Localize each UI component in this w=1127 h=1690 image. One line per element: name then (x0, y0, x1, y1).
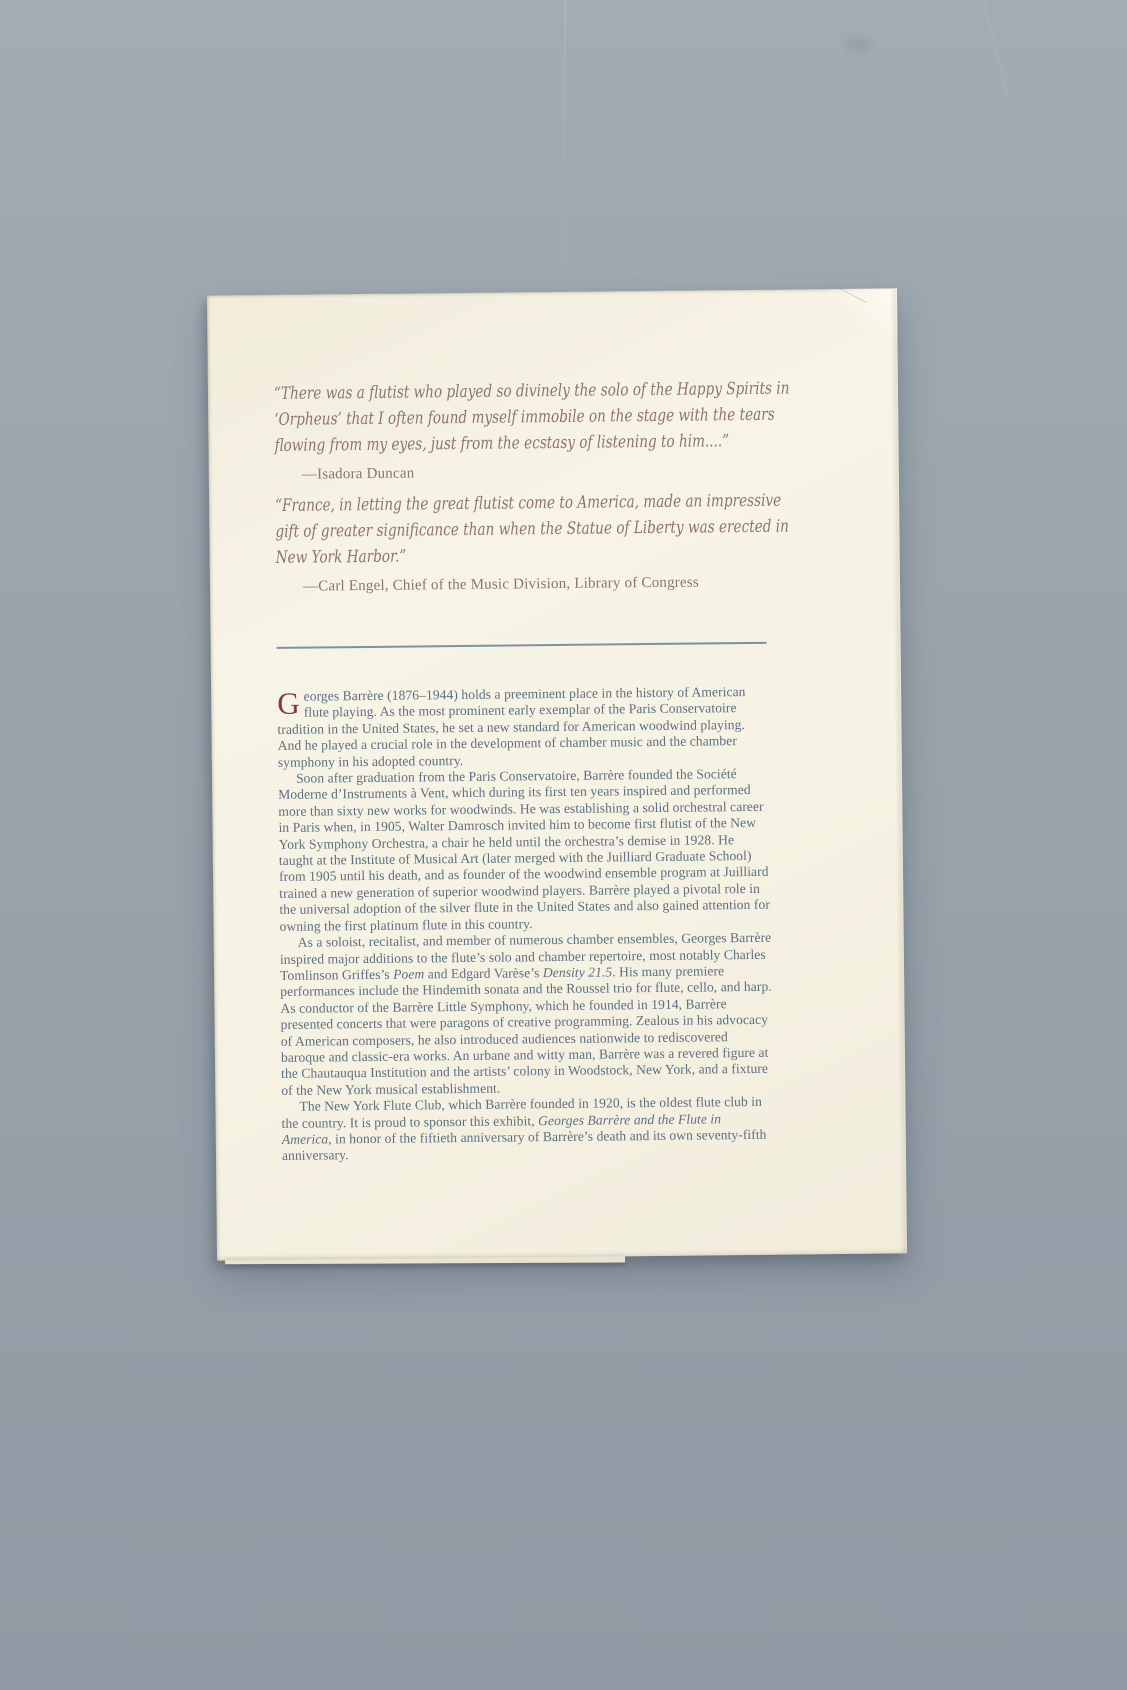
dropcap-initial: G (277, 685, 300, 721)
body-text (277, 684, 774, 1165)
quote-line: “France, in letting the great flutist come to America, made an impressive (275, 490, 782, 516)
quote-isadora-duncan (273, 376, 790, 485)
italic-title: Poem (393, 966, 425, 982)
backdrop-crease (559, 0, 566, 300)
body-segment: . His many premiere performances include the Hindemith sonata and the Roussel trio for flute, cello, and harp. As conductor of the Barrère Little Symphony, which he founded in 1914, Barrère presented concerts that were paragons of creative programming. Zealous in his advocacy of American composers, he also introduced audiences nationwide to rediscovered baroque and classic-era works. An urbane and witty man, Barrère was a revered figure at the Chautauqua Institution and the artists’ colony in Woodstock, New York, and a fixture of the New York musical establishment. (280, 963, 772, 1098)
cover-content (273, 376, 790, 1165)
body-paragraph (277, 684, 770, 771)
book-back-cover (207, 288, 907, 1260)
backdrop-smudge (845, 38, 871, 52)
quote-attribution: —Isadora Duncan (301, 465, 415, 483)
quote-attribution: —Carl Engel, Chief of the Music Division, Library of Congress (302, 574, 699, 595)
body-segment: The New York Flute Club, which Barrère founded in 1920, is the oldest flute club in the country. It is proud to sponsor this exhibit, (281, 1094, 763, 1131)
body-segment: Soon after graduation from the Paris Conservatoire, Barrère founded the Société Moderne d’Instruments à Vent, which during its first ten years inspired and performed more than sixty new works for woodwinds. He was establishing a solid orchestral career in Paris when, in 1905, Walter Damrosch invited him to become first flutist of the New York Symphony Orchestra, a chair he held until the orchestra’s demise in 1928. He taught at the Institute of Musical Art (later merged with the Juilliard Graduate School) from 1905 until his death, and as founder of the woodwind ensemble program at Juilliard trained a new generation of superior woodwind players. Barrère played a pivotal role in the universal adoption of the silver flute in the United States and also gained attention for owning the first platinum flute in this country. (278, 766, 770, 934)
body-segment: As a soloist, recitalist, and member of numerous chamber ensembles, Georges Barrère inspired major additions to the flute’s solo and chamber repertoire, most notably Charles Tomlinson Griffes’s (279, 929, 772, 983)
body-paragraph (278, 766, 772, 935)
quote-line: ‘Orpheus’ that I often found myself immobile on the stage with the tears (274, 404, 775, 430)
bent-corner-sheen (827, 288, 898, 339)
quote-carl-engel (275, 488, 789, 597)
body-paragraph (280, 930, 774, 1099)
body-paragraph (281, 1094, 774, 1165)
backdrop-crease (983, 3, 1038, 217)
page-edge-right (890, 288, 907, 1253)
body-segment: and Edgard Varèse’s (424, 965, 543, 982)
quote-line: gift of greater significance than when the Statue of Liberty was erected in (275, 516, 789, 542)
body-segment: eorges Barrère (1876–1944) holds a preeminent place in the history of American flute playing. As the most prominent early exemplar of the Paris Conservatoire tradition in the United States, he set a new standard for American woodwind playing. And he played a crucial role in the development of chamber music and the chamber symphony in his adopted country. (277, 684, 746, 770)
italic-title: Georges Barrère and the Flute in America (281, 1110, 722, 1147)
quote-line: flowing from my eyes, just from the ecstasy of listening to him....” (274, 431, 730, 456)
quote-line: New York Harbor.” (275, 546, 407, 568)
body-segment: , in honor of the fiftieth anniversary of Barrère’s death and its own seventy-fifth anniversary. (281, 1126, 767, 1164)
divider-rule (277, 642, 767, 649)
quote-line: “There was a flutist who played so divinely the solo of the Happy Spirits in (273, 378, 790, 404)
italic-title: Density 21.5 (542, 964, 613, 981)
